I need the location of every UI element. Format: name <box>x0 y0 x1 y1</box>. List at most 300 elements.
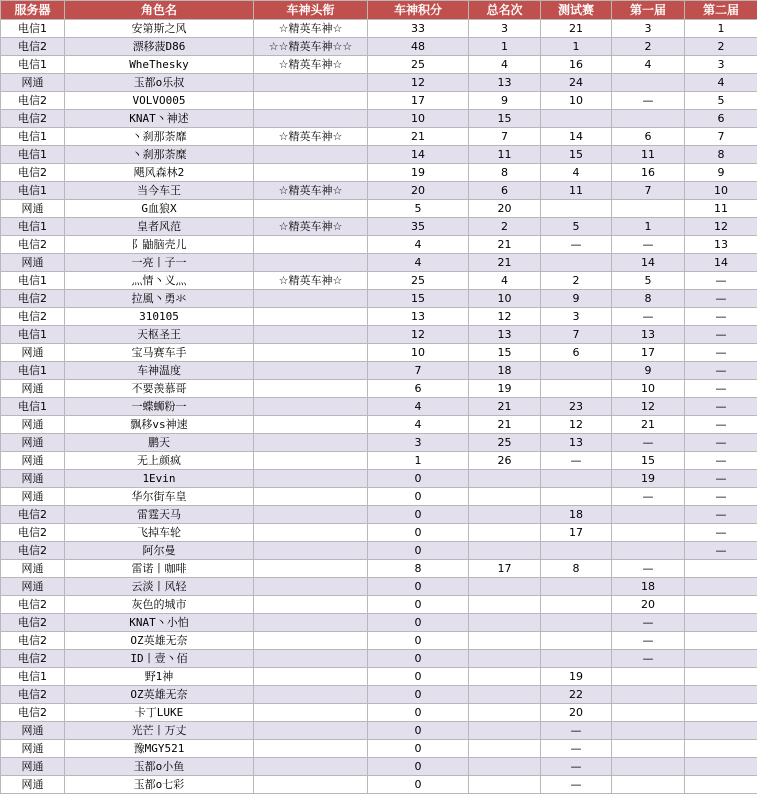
cell-server: 网通 <box>1 758 65 776</box>
cell-test-race <box>541 254 612 272</box>
cell-first-season: — <box>612 614 685 632</box>
header-first-season: 第一届 <box>612 1 685 20</box>
cell-first-season <box>612 686 685 704</box>
header-title: 车神头衔 <box>254 1 368 20</box>
cell-overall-rank: 25 <box>469 434 541 452</box>
cell-second-season: 12 <box>685 218 757 236</box>
cell-points: 0 <box>368 488 469 506</box>
cell-points: 0 <box>368 506 469 524</box>
table-row <box>1 20 757 38</box>
cell-test-race: 6 <box>541 344 612 362</box>
cell-overall-rank <box>469 722 541 740</box>
cell-second-season: — <box>685 470 757 488</box>
cell-server: 网通 <box>1 74 65 92</box>
cell-points: 0 <box>368 722 469 740</box>
cell-test-race <box>541 650 612 668</box>
cell-server: 电信1 <box>1 218 65 236</box>
cell-overall-rank: 15 <box>469 344 541 362</box>
table-row <box>1 722 757 740</box>
cell-server: 电信1 <box>1 362 65 380</box>
cell-test-race: 24 <box>541 74 612 92</box>
cell-test-race: 17 <box>541 524 612 542</box>
cell-points: 0 <box>368 776 469 794</box>
cell-test-race: 20 <box>541 704 612 722</box>
cell-points: 0 <box>368 650 469 668</box>
cell-title <box>254 560 368 578</box>
cell-points: 10 <box>368 344 469 362</box>
cell-role-name: 丶刹那荼糜 <box>65 146 254 164</box>
cell-first-season: 16 <box>612 164 685 182</box>
cell-points: 0 <box>368 704 469 722</box>
cell-first-season: 13 <box>612 326 685 344</box>
cell-first-season <box>612 110 685 128</box>
table-row <box>1 452 757 470</box>
cell-test-race <box>541 488 612 506</box>
table-row <box>1 524 757 542</box>
table-row <box>1 686 757 704</box>
cell-test-race: 9 <box>541 290 612 308</box>
cell-test-race: 16 <box>541 56 612 74</box>
cell-title <box>254 722 368 740</box>
cell-second-season <box>685 650 757 668</box>
table-row <box>1 776 757 794</box>
cell-server: 电信1 <box>1 20 65 38</box>
cell-server: 电信1 <box>1 272 65 290</box>
cell-second-season: 13 <box>685 236 757 254</box>
cell-test-race <box>541 632 612 650</box>
cell-points: 48 <box>368 38 469 56</box>
table-body <box>1 20 757 794</box>
cell-title <box>254 650 368 668</box>
cell-first-season: — <box>612 434 685 452</box>
cell-role-name: 1Evin <box>65 470 254 488</box>
cell-first-season: 21 <box>612 416 685 434</box>
cell-second-season: 9 <box>685 164 757 182</box>
cell-server: 电信2 <box>1 110 65 128</box>
table-row <box>1 632 757 650</box>
cell-role-name: WheThesky <box>65 56 254 74</box>
cell-test-race: — <box>541 236 612 254</box>
cell-first-season: — <box>612 308 685 326</box>
cell-test-race: 22 <box>541 686 612 704</box>
cell-first-season: 18 <box>612 578 685 596</box>
cell-overall-rank <box>469 740 541 758</box>
cell-first-season: 14 <box>612 254 685 272</box>
cell-title <box>254 254 368 272</box>
cell-title <box>254 524 368 542</box>
cell-title <box>254 488 368 506</box>
cell-second-season <box>685 596 757 614</box>
cell-overall-rank <box>469 614 541 632</box>
cell-first-season <box>612 200 685 218</box>
cell-overall-rank: 15 <box>469 110 541 128</box>
cell-role-name: 一亮丨子一 <box>65 254 254 272</box>
cell-overall-rank: 6 <box>469 182 541 200</box>
cell-overall-rank <box>469 578 541 596</box>
table-row <box>1 290 757 308</box>
cell-overall-rank: 21 <box>469 416 541 434</box>
cell-first-season: — <box>612 632 685 650</box>
cell-role-name: 玉都o小鱼 <box>65 758 254 776</box>
cell-test-race <box>541 596 612 614</box>
cell-title <box>254 416 368 434</box>
cell-first-season: 19 <box>612 470 685 488</box>
cell-points: 8 <box>368 560 469 578</box>
cell-server: 电信1 <box>1 182 65 200</box>
cell-server: 网通 <box>1 344 65 362</box>
cell-points: 19 <box>368 164 469 182</box>
cell-test-race <box>541 380 612 398</box>
cell-server: 电信1 <box>1 128 65 146</box>
table-row <box>1 380 757 398</box>
cell-test-race: — <box>541 722 612 740</box>
cell-role-name: 光芒丨万丈 <box>65 722 254 740</box>
cell-title <box>254 308 368 326</box>
cell-test-race <box>541 578 612 596</box>
cell-points: 4 <box>368 416 469 434</box>
table-row <box>1 272 757 290</box>
cell-role-name: 华尔街车皇 <box>65 488 254 506</box>
cell-server: 网通 <box>1 416 65 434</box>
cell-first-season: 20 <box>612 596 685 614</box>
cell-role-name: 雷霆天马 <box>65 506 254 524</box>
cell-overall-rank: 1 <box>469 38 541 56</box>
cell-second-season: — <box>685 416 757 434</box>
cell-server: 网通 <box>1 560 65 578</box>
cell-title <box>254 290 368 308</box>
cell-overall-rank: 8 <box>469 164 541 182</box>
table-row <box>1 128 757 146</box>
cell-first-season <box>612 668 685 686</box>
cell-overall-rank: 4 <box>469 56 541 74</box>
table-row <box>1 254 757 272</box>
cell-second-season: — <box>685 380 757 398</box>
cell-first-season <box>612 542 685 560</box>
cell-second-season: 10 <box>685 182 757 200</box>
cell-second-season: 14 <box>685 254 757 272</box>
cell-first-season <box>612 722 685 740</box>
table-row <box>1 236 757 254</box>
table-row <box>1 506 757 524</box>
cell-role-name: 灬情丶义灬 <box>65 272 254 290</box>
cell-test-race <box>541 362 612 380</box>
cell-title <box>254 704 368 722</box>
cell-title <box>254 758 368 776</box>
cell-server: 电信1 <box>1 398 65 416</box>
cell-title <box>254 110 368 128</box>
cell-first-season: — <box>612 560 685 578</box>
header-row <box>1 1 757 20</box>
cell-first-season <box>612 524 685 542</box>
cell-server: 电信2 <box>1 308 65 326</box>
cell-title <box>254 668 368 686</box>
cell-points: 0 <box>368 740 469 758</box>
cell-title: ☆精英车神☆ <box>254 20 368 38</box>
table-row <box>1 398 757 416</box>
cell-points: 25 <box>368 56 469 74</box>
cell-points: 4 <box>368 254 469 272</box>
cell-second-season: 1 <box>685 20 757 38</box>
cell-server: 电信2 <box>1 164 65 182</box>
cell-overall-rank <box>469 488 541 506</box>
table-row <box>1 434 757 452</box>
cell-server: 电信2 <box>1 506 65 524</box>
cell-test-race: 3 <box>541 308 612 326</box>
cell-title <box>254 200 368 218</box>
cell-overall-rank <box>469 524 541 542</box>
cell-test-race: 5 <box>541 218 612 236</box>
cell-overall-rank <box>469 758 541 776</box>
cell-first-season: 11 <box>612 146 685 164</box>
cell-points: 0 <box>368 524 469 542</box>
cell-first-season: 12 <box>612 398 685 416</box>
cell-first-season <box>612 704 685 722</box>
cell-title <box>254 452 368 470</box>
cell-overall-rank: 7 <box>469 128 541 146</box>
cell-points: 3 <box>368 434 469 452</box>
table-row <box>1 326 757 344</box>
cell-test-race: — <box>541 452 612 470</box>
cell-role-name: 车神温度 <box>65 362 254 380</box>
cell-first-season: 3 <box>612 20 685 38</box>
cell-points: 10 <box>368 110 469 128</box>
cell-second-season <box>685 632 757 650</box>
cell-server: 网通 <box>1 776 65 794</box>
cell-title <box>254 632 368 650</box>
cell-points: 0 <box>368 686 469 704</box>
cell-title <box>254 776 368 794</box>
cell-second-season: — <box>685 308 757 326</box>
cell-role-name: 阝鼬脑壳儿 <box>65 236 254 254</box>
cell-title: ☆精英车神☆ <box>254 128 368 146</box>
table-row <box>1 614 757 632</box>
header-test-race: 测试赛 <box>541 1 612 20</box>
cell-first-season: 10 <box>612 380 685 398</box>
cell-role-name: 310105 <box>65 308 254 326</box>
cell-role-name: 飞掉车轮 <box>65 524 254 542</box>
cell-server: 电信2 <box>1 614 65 632</box>
cell-role-name: 当今车王 <box>65 182 254 200</box>
cell-first-season: 8 <box>612 290 685 308</box>
cell-test-race: 2 <box>541 272 612 290</box>
cell-first-season: 15 <box>612 452 685 470</box>
cell-role-name: 安第斯之风 <box>65 20 254 38</box>
cell-points: 0 <box>368 542 469 560</box>
cell-overall-rank <box>469 506 541 524</box>
cell-test-race <box>541 614 612 632</box>
cell-role-name: ID丨壹丶佰 <box>65 650 254 668</box>
cell-server: 电信2 <box>1 236 65 254</box>
cell-overall-rank: 17 <box>469 560 541 578</box>
table-row <box>1 596 757 614</box>
cell-first-season <box>612 740 685 758</box>
cell-second-season <box>685 578 757 596</box>
cell-second-season: 6 <box>685 110 757 128</box>
cell-overall-rank: 12 <box>469 308 541 326</box>
cell-second-season: — <box>685 506 757 524</box>
cell-first-season <box>612 506 685 524</box>
cell-title <box>254 434 368 452</box>
cell-overall-rank: 9 <box>469 92 541 110</box>
cell-points: 0 <box>368 596 469 614</box>
cell-role-name: 野1神 <box>65 668 254 686</box>
table-row <box>1 56 757 74</box>
cell-title: ☆精英车神☆ <box>254 56 368 74</box>
table-row <box>1 578 757 596</box>
cell-first-season: — <box>612 488 685 506</box>
cell-points: 5 <box>368 200 469 218</box>
table-row <box>1 218 757 236</box>
cell-test-race: 4 <box>541 164 612 182</box>
cell-role-name: 拉風丶勇氺 <box>65 290 254 308</box>
cell-overall-rank: 3 <box>469 20 541 38</box>
cell-test-race: 13 <box>541 434 612 452</box>
cell-points: 4 <box>368 236 469 254</box>
cell-overall-rank: 11 <box>469 146 541 164</box>
cell-first-season: 17 <box>612 344 685 362</box>
cell-second-season: — <box>685 272 757 290</box>
cell-points: 33 <box>368 20 469 38</box>
cell-server: 网通 <box>1 578 65 596</box>
cell-role-name: OZ英雄无奈 <box>65 686 254 704</box>
cell-title <box>254 362 368 380</box>
cell-second-season: 7 <box>685 128 757 146</box>
cell-test-race: — <box>541 758 612 776</box>
table-row <box>1 758 757 776</box>
cell-server: 网通 <box>1 470 65 488</box>
cell-overall-rank <box>469 542 541 560</box>
cell-server: 网通 <box>1 452 65 470</box>
cell-role-name: 玉都o乐叔 <box>65 74 254 92</box>
header-points: 车神积分 <box>368 1 469 20</box>
cell-role-name: 一蝶蛳粉一 <box>65 398 254 416</box>
cell-second-season <box>685 758 757 776</box>
cell-role-name: OZ英雄无奈 <box>65 632 254 650</box>
header-overall-rank: 总名次 <box>469 1 541 20</box>
cell-test-race: 23 <box>541 398 612 416</box>
cell-title: ☆精英车神☆ <box>254 218 368 236</box>
cell-overall-rank: 20 <box>469 200 541 218</box>
cell-test-race: 21 <box>541 20 612 38</box>
cell-role-name: 雷诺丨咖啡 <box>65 560 254 578</box>
table-row <box>1 416 757 434</box>
cell-points: 25 <box>368 272 469 290</box>
cell-server: 电信2 <box>1 542 65 560</box>
cell-role-name: 卡丁LUKE <box>65 704 254 722</box>
table-row <box>1 560 757 578</box>
cell-test-race: 19 <box>541 668 612 686</box>
cell-overall-rank <box>469 596 541 614</box>
table-row <box>1 704 757 722</box>
cell-overall-rank: 18 <box>469 362 541 380</box>
cell-test-race: — <box>541 740 612 758</box>
cell-second-season <box>685 704 757 722</box>
table-row <box>1 38 757 56</box>
cell-role-name: 鹏天 <box>65 434 254 452</box>
cell-title <box>254 398 368 416</box>
cell-title <box>254 326 368 344</box>
cell-server: 电信1 <box>1 56 65 74</box>
cell-first-season: 5 <box>612 272 685 290</box>
cell-title <box>254 542 368 560</box>
cell-title <box>254 380 368 398</box>
cell-role-name: 皇者风范 <box>65 218 254 236</box>
cell-first-season: 6 <box>612 128 685 146</box>
table-row <box>1 362 757 380</box>
cell-second-season <box>685 668 757 686</box>
cell-title <box>254 506 368 524</box>
cell-role-name: 天枢圣王 <box>65 326 254 344</box>
cell-server: 电信2 <box>1 650 65 668</box>
cell-test-race: 12 <box>541 416 612 434</box>
cell-points: 0 <box>368 470 469 488</box>
table-row <box>1 344 757 362</box>
cell-test-race <box>541 542 612 560</box>
cell-second-season: 4 <box>685 74 757 92</box>
cell-title <box>254 236 368 254</box>
cell-overall-rank: 13 <box>469 326 541 344</box>
cell-role-name: 不要羡慕哥 <box>65 380 254 398</box>
cell-title <box>254 92 368 110</box>
cell-first-season: 7 <box>612 182 685 200</box>
cell-second-season: — <box>685 362 757 380</box>
cell-second-season: 8 <box>685 146 757 164</box>
cell-title <box>254 686 368 704</box>
table-row <box>1 650 757 668</box>
cell-role-name: VOLVO005 <box>65 92 254 110</box>
cell-overall-rank: 13 <box>469 74 541 92</box>
cell-first-season: 1 <box>612 218 685 236</box>
cell-points: 4 <box>368 398 469 416</box>
cell-title: ☆精英车神☆ <box>254 272 368 290</box>
cell-first-season: 4 <box>612 56 685 74</box>
header-role-name: 角色名 <box>65 1 254 20</box>
cell-second-season: 11 <box>685 200 757 218</box>
cell-test-race: 10 <box>541 92 612 110</box>
cell-server: 网通 <box>1 200 65 218</box>
cell-first-season <box>612 776 685 794</box>
cell-points: 12 <box>368 74 469 92</box>
cell-second-season: — <box>685 326 757 344</box>
cell-overall-rank: 4 <box>469 272 541 290</box>
table-row <box>1 542 757 560</box>
cell-points: 0 <box>368 578 469 596</box>
cell-second-season: 2 <box>685 38 757 56</box>
cell-overall-rank <box>469 632 541 650</box>
cell-server: 电信2 <box>1 38 65 56</box>
table-row <box>1 740 757 758</box>
cell-second-season: — <box>685 524 757 542</box>
cell-first-season <box>612 74 685 92</box>
cell-title <box>254 596 368 614</box>
cell-second-season: — <box>685 434 757 452</box>
cell-title <box>254 344 368 362</box>
cell-points: 0 <box>368 632 469 650</box>
cell-first-season: 2 <box>612 38 685 56</box>
cell-second-season <box>685 722 757 740</box>
cell-role-name: 飓风森林2 <box>65 164 254 182</box>
table-row <box>1 488 757 506</box>
cell-server: 电信2 <box>1 92 65 110</box>
cell-points: 20 <box>368 182 469 200</box>
cell-overall-rank: 10 <box>469 290 541 308</box>
cell-points: 12 <box>368 326 469 344</box>
cell-title <box>254 146 368 164</box>
cell-second-season: — <box>685 452 757 470</box>
cell-overall-rank <box>469 470 541 488</box>
table-row <box>1 200 757 218</box>
table-row <box>1 470 757 488</box>
